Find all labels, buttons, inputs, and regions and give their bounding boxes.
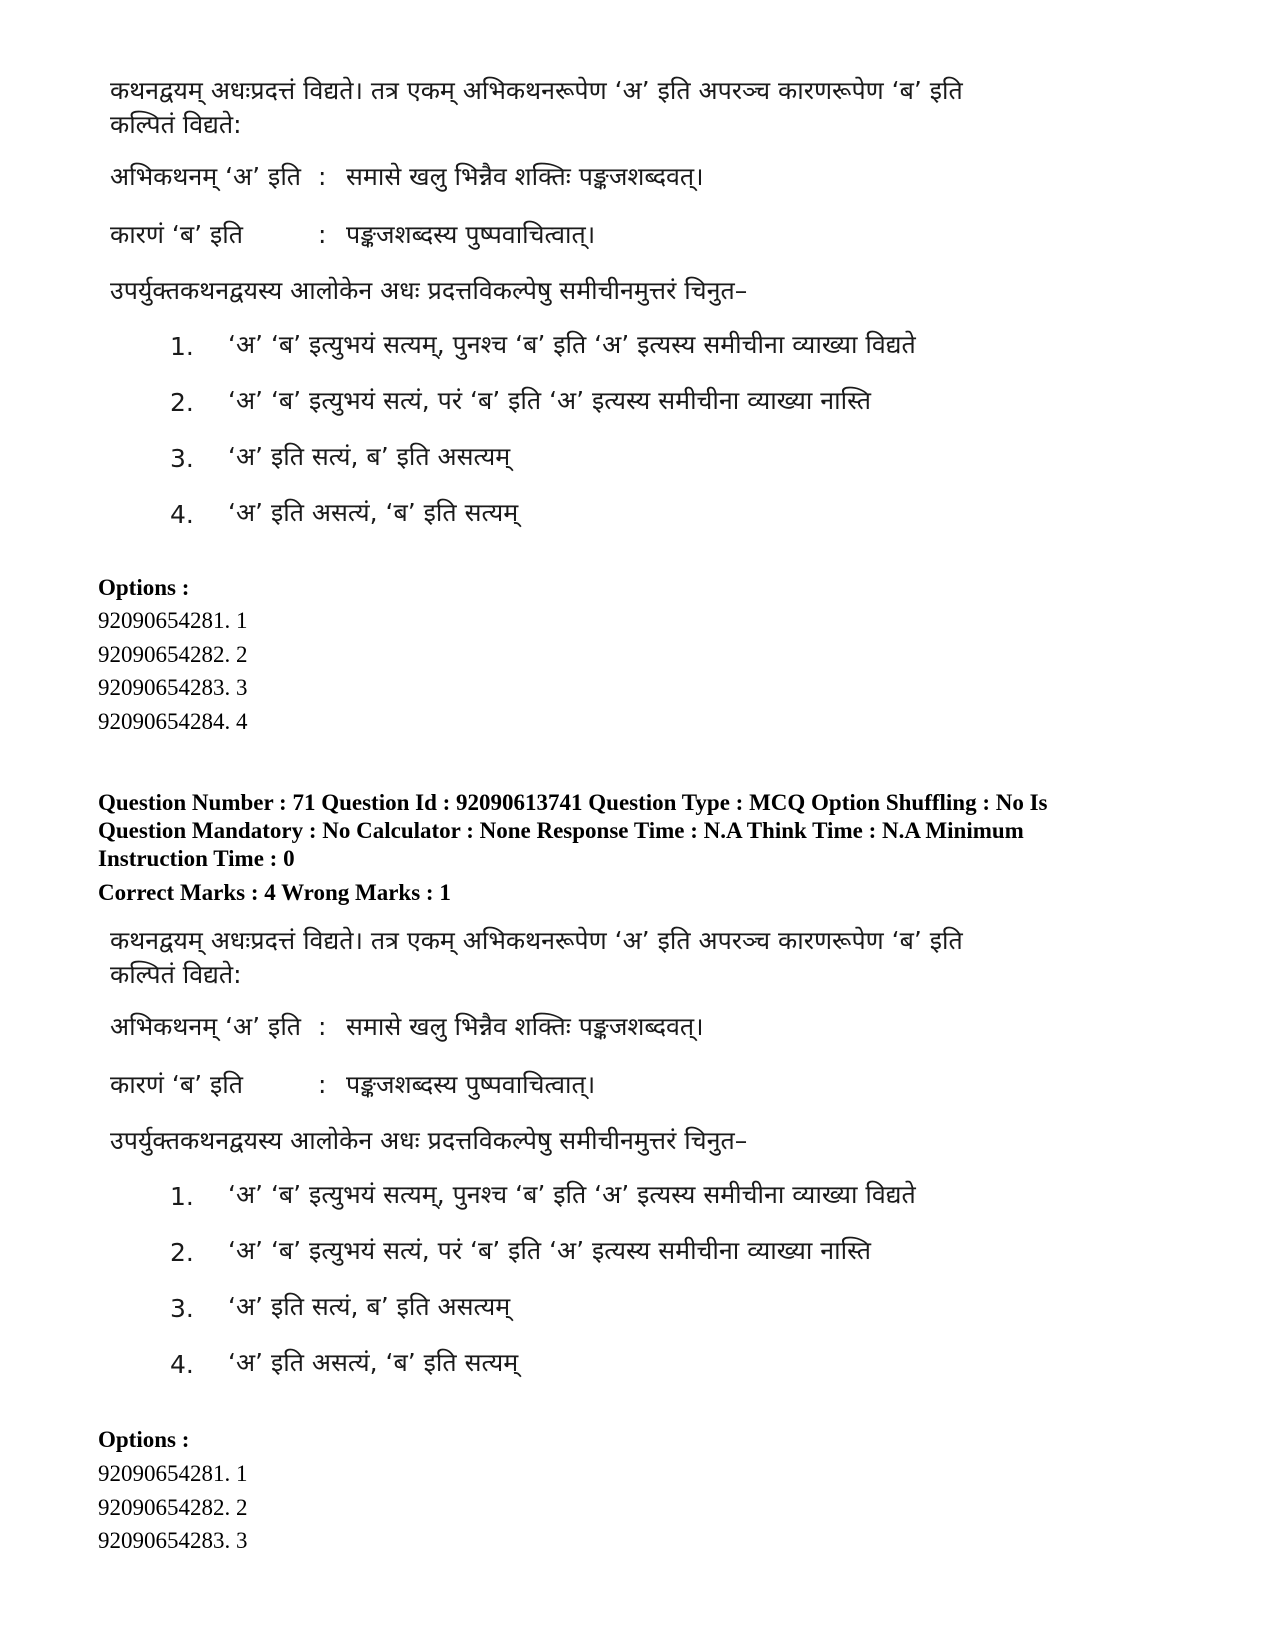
option-id: 92090654284. 4 — [98, 709, 248, 734]
question-meta-line: Question Mandatory : No Calculator : None Response Time : N.A Think Time : N.A Minimum — [98, 818, 1024, 843]
choice-number: 3. — [170, 444, 194, 473]
question-instruction: उपर्युक्तकथनद्वयस्य आलोकेन अधः प्रदत्तविकल्पेषु समीचीनमुत्तरं चिनुत– — [110, 1126, 748, 1155]
assertion-text: समासे खलु भिन्नैव शक्तिः पङ्कजशब्दवत्। — [346, 1012, 704, 1041]
choice-number: 1. — [170, 332, 194, 361]
question-meta-line: Question Number : 71 Question Id : 92090613741 Question Type : MCQ Option Shuffling : No Is — [98, 790, 1048, 815]
option-id: 92090654283. 3 — [98, 1528, 248, 1553]
choice-number: 2. — [170, 1238, 194, 1267]
reason-text: पङ्कजशब्दस्य पुष्पवाचित्वात्। — [346, 1070, 596, 1099]
choice-text: ‘अ’ इति असत्यं, ‘ब’ इति सत्यम् — [228, 498, 519, 527]
choice-number: 4. — [170, 500, 194, 529]
choice-text: ‘अ’ इति सत्यं, ब’ इति असत्यम् — [228, 442, 511, 471]
reason-colon: : — [318, 220, 327, 249]
choice-text: ‘अ’ इति सत्यं, ब’ इति असत्यम् — [228, 1292, 511, 1321]
reason-label: कारणं ‘ब’ इति — [110, 220, 244, 249]
assertion-colon: : — [318, 162, 327, 191]
choice-text: ‘अ’ ‘ब’ इत्युभयं सत्यम्, पुनश्च ‘ब’ इति ‘अ’ इत्यस्य समीचीना व्याख्या विद्यते — [228, 1180, 916, 1209]
question-meta-line: Instruction Time : 0 — [98, 846, 295, 871]
reason-colon: : — [318, 1070, 327, 1099]
choice-number: 3. — [170, 1294, 194, 1323]
choice-number: 1. — [170, 1182, 194, 1211]
choice-text: ‘अ’ ‘ब’ इत्युभयं सत्यं, परं ‘ब’ इति ‘अ’ इत्यस्य समीचीना व्याख्या नास्ति — [228, 386, 872, 415]
option-id: 92090654281. 1 — [98, 1461, 248, 1486]
marks-line: Correct Marks : 4 Wrong Marks : 1 — [98, 880, 451, 905]
options-heading: Options : — [98, 575, 190, 600]
question-block-top — [0, 0, 1275, 560]
choice-text: ‘अ’ ‘ब’ इत्युभयं सत्यम्, पुनश्च ‘ब’ इति ‘अ’ इत्यस्य समीचीना व्याख्या विद्यते — [228, 330, 916, 359]
option-id: 92090654282. 2 — [98, 642, 248, 667]
assertion-label: अभिकथनम् ‘अ’ इति — [110, 162, 302, 191]
reason-label: कारणं ‘ब’ इति — [110, 1070, 244, 1099]
question-intro: कथनद्वयम् अधःप्रदत्तं विद्यते। तत्र एकम् अभिकथनरूपेण ‘अ’ इति अपरञ्च कारणरूपेण ‘ब’ इति कल्पितं विद्यते: — [110, 926, 963, 989]
choice-text: ‘अ’ इति असत्यं, ‘ब’ इति सत्यम् — [228, 1348, 519, 1377]
assertion-text: समासे खलु भिन्नैव शक्तिः पङ्कजशब्दवत्। — [346, 162, 704, 191]
choice-number: 4. — [170, 1350, 194, 1379]
option-id: 92090654281. 1 — [98, 608, 248, 633]
assertion-label: अभिकथनम् ‘अ’ इति — [110, 1012, 302, 1041]
reason-text: पङ्कजशब्दस्य पुष्पवाचित्वात्। — [346, 220, 596, 249]
options-heading: Options : — [98, 1427, 190, 1452]
question-intro: कथनद्वयम् अधःप्रदत्तं विद्यते। तत्र एकम् अभिकथनरूपेण ‘अ’ इति अपरञ्च कारणरूपेण ‘ब’ इति कल्पितं विद्यते: — [110, 76, 963, 139]
option-id: 92090654282. 2 — [98, 1495, 248, 1520]
option-id: 92090654283. 3 — [98, 675, 248, 700]
choice-text: ‘अ’ ‘ब’ इत्युभयं सत्यं, परं ‘ब’ इति ‘अ’ इत्यस्य समीचीना व्याख्या नास्ति — [228, 1236, 872, 1265]
question-instruction: उपर्युक्तकथनद्वयस्य आलोकेन अधः प्रदत्तविकल्पेषु समीचीनमुत्तरं चिनुत– — [110, 276, 748, 305]
choice-number: 2. — [170, 388, 194, 417]
assertion-colon: : — [318, 1012, 327, 1041]
question-block-q71 — [0, 850, 1275, 1410]
